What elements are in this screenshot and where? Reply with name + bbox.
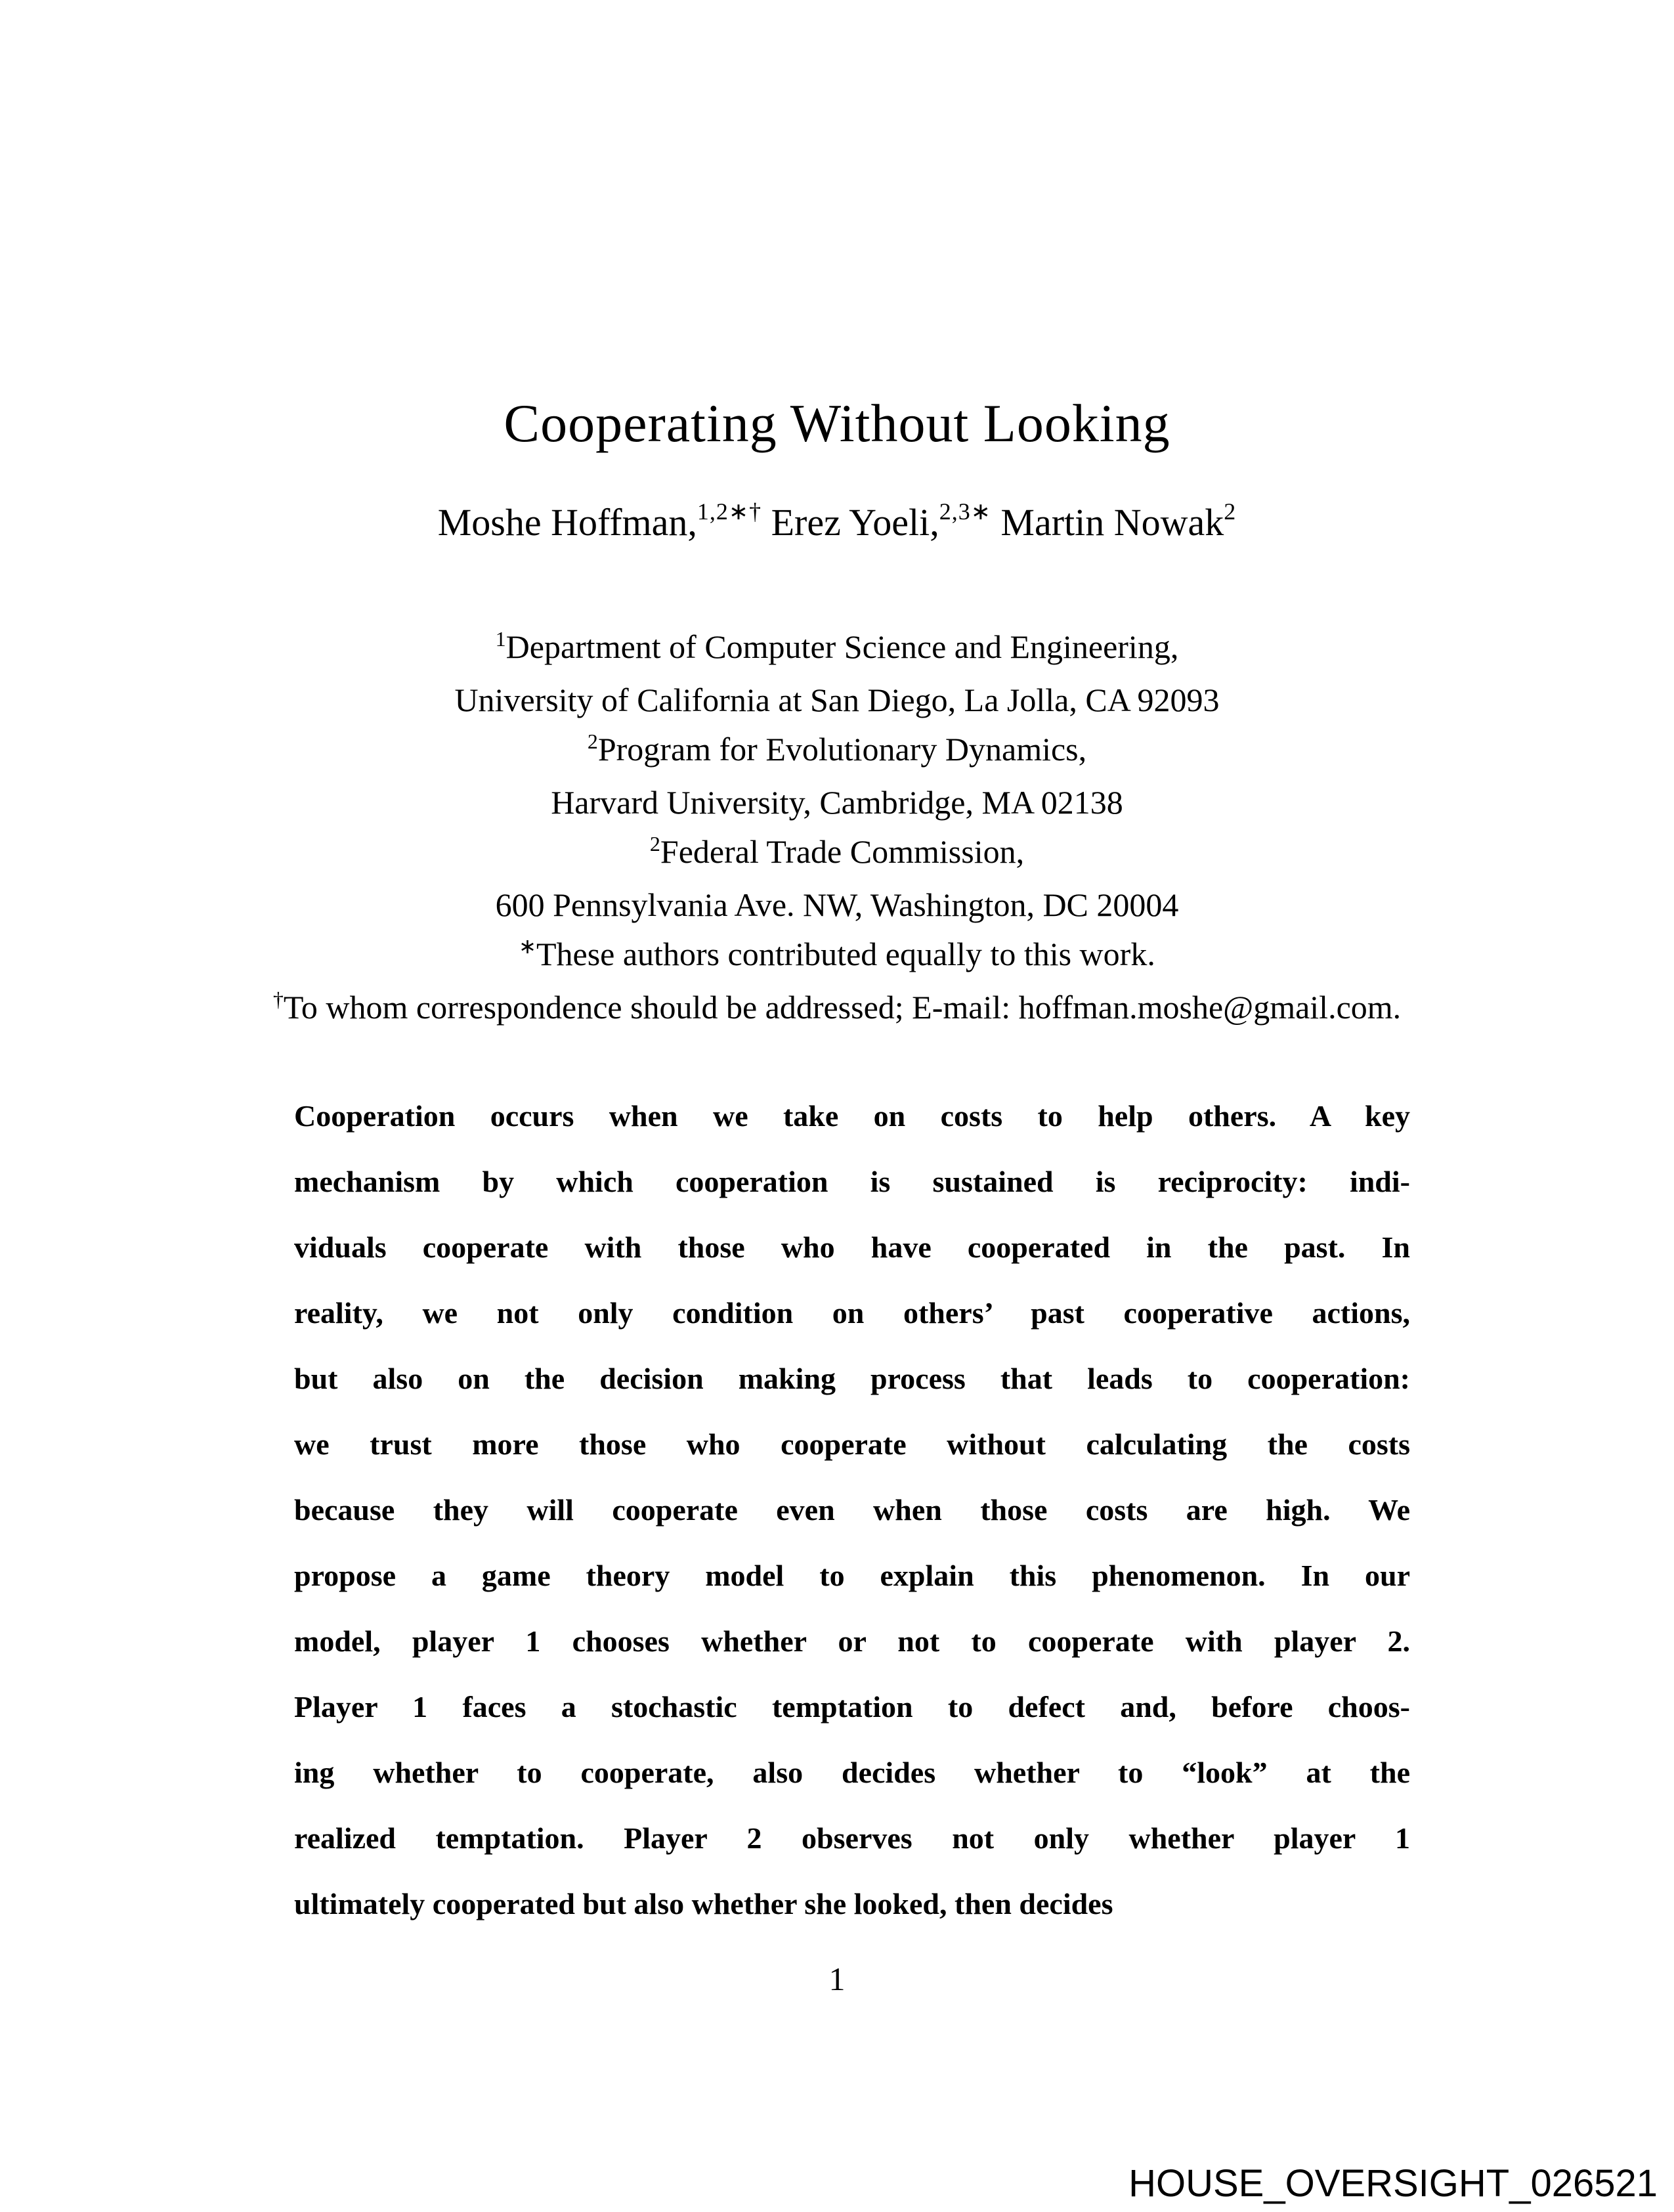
affiliation-text: Department of Computer Science and Engineering, — [505, 628, 1179, 665]
abstract-line: because they will cooperate even when those costs are high. We — [294, 1493, 1410, 1527]
affiliations-block — [0, 622, 1674, 1036]
affiliation-text: Harvard University, Cambridge, MA 02138 — [551, 784, 1123, 821]
affiliation-line — [0, 983, 1674, 1036]
abstract-line: reality, we not only condition on others’ past cooperative actions, — [294, 1296, 1410, 1330]
author-affiliation-marker: 2 — [1224, 498, 1237, 525]
affiliation-marker: 2 — [587, 729, 598, 753]
author-name: Martin Nowak — [991, 501, 1224, 544]
affiliation-line — [0, 622, 1674, 676]
abstract-line: we trust more those who cooperate without calculating the costs — [294, 1427, 1410, 1461]
affiliation-text: Program for Evolutionary Dynamics, — [597, 731, 1087, 768]
affiliation-marker: 2 — [649, 832, 660, 856]
abstract-line: mechanism by which cooperation is sustained is reciprocity: indi- — [294, 1165, 1410, 1198]
abstract-line: ing whether to cooperate, also decides whether to “look” at the — [294, 1756, 1410, 1789]
abstract-line: propose a game theory model to explain this phenomenon. In our — [294, 1559, 1410, 1592]
affiliation-line — [0, 725, 1674, 778]
affiliation-text: 600 Pennsylvania Ave. NW, Washington, DC 20004 — [495, 886, 1179, 923]
abstract-line: viduals cooperate with those who have cooperated in the past. In — [294, 1230, 1410, 1264]
authors-line — [0, 500, 1674, 544]
abstract-line: realized temptation. Player 2 observes not only whether player 1 — [294, 1821, 1410, 1855]
affiliation-marker: ∗ — [519, 934, 536, 958]
affiliation-marker: † — [272, 987, 284, 1011]
bates-stamp: HOUSE_OVERSIGHT_026521 — [1128, 2162, 1658, 2205]
author-name: Erez Yoeli, — [762, 501, 939, 544]
affiliation-line — [0, 827, 1674, 880]
abstract-paragraph — [294, 1083, 1410, 1937]
abstract-line: ultimately cooperated but also whether she looked, then decides — [294, 1887, 1113, 1920]
abstract-line: Cooperation occurs when we take on costs to help others. A key — [294, 1099, 1410, 1133]
affiliation-line — [0, 930, 1674, 983]
affiliation-text: To whom correspondence should be addressed; E-mail: hoffman.moshe@gmail.com. — [283, 989, 1402, 1026]
affiliation-text: These authors contributed equally to this work. — [536, 936, 1155, 972]
author-affiliation-marker: 1,2∗† — [697, 498, 762, 525]
paper-title: Cooperating Without Looking — [504, 393, 1170, 453]
page-number: 1 — [828, 1961, 846, 1997]
affiliation-marker: 1 — [495, 627, 506, 651]
affiliation-line — [0, 880, 1674, 930]
abstract-line: Player 1 faces a stochastic temptation to defect and, before choos- — [294, 1690, 1410, 1724]
affiliation-text: Federal Trade Commission, — [660, 833, 1025, 870]
affiliation-line — [0, 676, 1674, 725]
author-affiliation-marker: 2,3∗ — [939, 498, 991, 525]
author-name: Moshe Hoffman, — [437, 501, 697, 544]
abstract-line: model, player 1 chooses whether or not to cooperate with player 2. — [294, 1624, 1410, 1658]
affiliation-line — [0, 778, 1674, 827]
abstract-line: but also on the decision making process that leads to cooperation: — [294, 1362, 1410, 1395]
affiliation-text: University of California at San Diego, La Jolla, CA 92093 — [454, 682, 1220, 718]
